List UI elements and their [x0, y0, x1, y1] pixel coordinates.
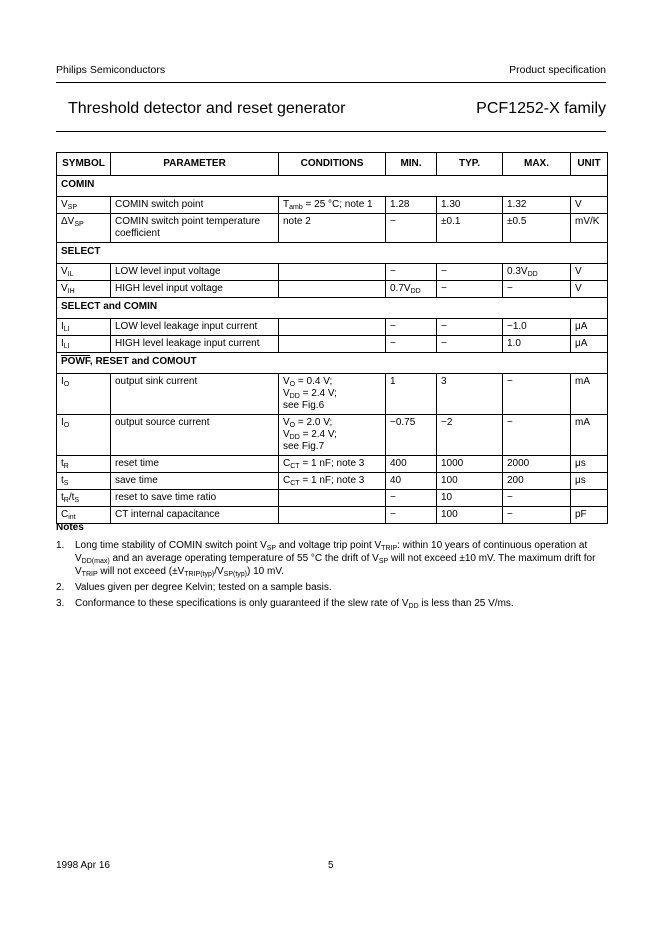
- note-2: 2. Values given per degree Kelvin; tested on a sample basis.: [56, 582, 332, 593]
- conditions-cell: [279, 264, 386, 281]
- symbol-cell: $I_{LI}$: [57, 336, 111, 353]
- min-cell: −: [386, 214, 437, 243]
- max-cell: −1.0: [503, 319, 571, 336]
- table-row: [57, 214, 608, 243]
- table-row: [57, 507, 608, 524]
- symbol-cell: $C_{int}$: [57, 507, 111, 524]
- conditions-cell: [279, 281, 386, 298]
- parameter-cell: CT internal capacitance: [111, 507, 279, 524]
- symbol-cell: $t_R$: [57, 456, 111, 473]
- min-cell: 400: [386, 456, 437, 473]
- typ-cell: 1.30: [437, 197, 503, 214]
- typ-cell: −2: [437, 415, 503, 456]
- unit-cell: mV/K: [571, 214, 608, 243]
- symbol-cell: $V_{SP}$: [57, 197, 111, 214]
- typ-cell: 100: [437, 507, 503, 524]
- section-comin: COMIN: [57, 176, 608, 197]
- document-type: Product specification: [509, 64, 606, 76]
- notes-section: [56, 522, 608, 613]
- symbol-cell: $I_O$: [57, 415, 111, 456]
- min-cell: 1: [386, 374, 437, 415]
- symbol-cell: $\Delta V_{SP}$: [57, 214, 111, 243]
- typ-cell: −: [437, 319, 503, 336]
- col-max: MAX.: [503, 153, 571, 176]
- table-row: [57, 319, 608, 336]
- col-conditions: CONDITIONS: [279, 153, 386, 176]
- table-row: [57, 197, 608, 214]
- table-row: [57, 415, 608, 456]
- typ-cell: 10: [437, 490, 503, 507]
- parameter-cell: LOW level leakage input current: [111, 319, 279, 336]
- conditions-cell: $C_{CT} = 1$ nF; note 3: [279, 473, 386, 490]
- max-cell: −: [503, 374, 571, 415]
- page-number: 5: [328, 860, 334, 871]
- symbol-cell: $t_R/t_S$: [57, 490, 111, 507]
- symbol-cell: $I_{LI}$: [57, 319, 111, 336]
- max-cell: 1.0: [503, 336, 571, 353]
- symbol-cell: $V_{IH}$: [57, 281, 111, 298]
- section-powf-reset-comout: POWF, RESET and COMOUT: [57, 353, 608, 374]
- unit-cell: μs: [571, 473, 608, 490]
- unit-cell: pF: [571, 507, 608, 524]
- conditions-cell: [279, 319, 386, 336]
- min-cell: 40: [386, 473, 437, 490]
- col-min: MIN.: [386, 153, 437, 176]
- table-row: [57, 473, 608, 490]
- parameter-cell: reset time: [111, 456, 279, 473]
- typ-cell: −: [437, 281, 503, 298]
- symbol-cell: $V_{IL}$: [57, 264, 111, 281]
- unit-cell: μs: [571, 456, 608, 473]
- col-unit: UNIT: [571, 153, 608, 176]
- max-cell: −: [503, 415, 571, 456]
- title-rule: [56, 131, 606, 132]
- conditions-cell: $V_O = 2.0$ V; $V_{DD} = 2.4$ V; see Fig.7: [279, 415, 386, 456]
- max-cell: ±0.5: [503, 214, 571, 243]
- table-row: [57, 336, 608, 353]
- table-row: [57, 490, 608, 507]
- max-cell: −: [503, 507, 571, 524]
- unit-cell: V: [571, 281, 608, 298]
- parameter-cell: HIGH level input voltage: [111, 281, 279, 298]
- parameter-cell: COMIN switch point temperature coefficient: [111, 214, 279, 243]
- min-cell: 1.28: [386, 197, 437, 214]
- min-cell: $0.7V_{DD}$: [386, 281, 437, 298]
- parameter-cell: LOW level input voltage: [111, 264, 279, 281]
- footer-date: 1998 Apr 16: [56, 860, 110, 871]
- max-cell: −: [503, 490, 571, 507]
- section-select: SELECT: [57, 243, 608, 264]
- min-cell: −0.75: [386, 415, 437, 456]
- symbol-cell: $t_S$: [57, 473, 111, 490]
- symbol-cell: $I_O$: [57, 374, 111, 415]
- conditions-cell: $V_O = 0.4$ V; $V_{DD} = 2.4$ V; see Fig.6: [279, 374, 386, 415]
- typ-cell: ±0.1: [437, 214, 503, 243]
- min-cell: −: [386, 490, 437, 507]
- product-family: PCF1252-X family: [476, 100, 606, 117]
- max-cell: −: [503, 281, 571, 298]
- table-row: [57, 264, 608, 281]
- col-symbol: SYMBOL: [57, 153, 111, 176]
- min-cell: −: [386, 336, 437, 353]
- table-row: [57, 456, 608, 473]
- max-cell: 2000: [503, 456, 571, 473]
- parameter-cell: COMIN switch point: [111, 197, 279, 214]
- parameter-cell: output sink current: [111, 374, 279, 415]
- parameter-cell: HIGH level leakage input current: [111, 336, 279, 353]
- conditions-cell: [279, 507, 386, 524]
- unit-cell: μA: [571, 336, 608, 353]
- table-row: [57, 281, 608, 298]
- parameter-cell: reset to save time ratio: [111, 490, 279, 507]
- conditions-cell: $T_{amb} = 25$ °C; note 1: [279, 197, 386, 214]
- max-cell: 1.32: [503, 197, 571, 214]
- conditions-cell: $C_{CT} = 1$ nF; note 3: [279, 456, 386, 473]
- unit-cell: μA: [571, 319, 608, 336]
- col-parameter: PARAMETER: [111, 153, 279, 176]
- typ-cell: 100: [437, 473, 503, 490]
- min-cell: −: [386, 507, 437, 524]
- max-cell: 200: [503, 473, 571, 490]
- note-1: 1. Long time stability of COMIN switch point $V_{SP}$ and voltage trip point $V_{TRIP}$: within 10 years of continuous operation at $V_{DD(max)}$ and an average operating temperature of 55 °C the drift of $V_{SP}$ will not exceed ±10 mV. The maximum drift for $V_{TRIP}$ will not exceed $(\pm V_{TRIP(typ)}/V_{SP(typ)})$ 10 mV.: [56, 540, 596, 578]
- typ-cell: −: [437, 336, 503, 353]
- section-select-comin: SELECT and COMIN: [57, 298, 608, 319]
- note-3: 3. Conformance to these specifications is only guaranteed if the slew rate of $V_{DD}$ is less than 25 V/ms.: [56, 598, 514, 610]
- parameter-cell: output source current: [111, 415, 279, 456]
- notes-heading: Notes: [56, 522, 84, 533]
- parameter-cell: save time: [111, 473, 279, 490]
- conditions-cell: note 2: [279, 214, 386, 243]
- unit-cell: V: [571, 264, 608, 281]
- unit-cell: [571, 490, 608, 507]
- min-cell: −: [386, 319, 437, 336]
- typ-cell: 3: [437, 374, 503, 415]
- conditions-cell: [279, 336, 386, 353]
- company-name: Philips Semiconductors: [56, 64, 166, 76]
- table-header-row: [57, 153, 608, 176]
- col-typ: TYP.: [437, 153, 503, 176]
- min-cell: −: [386, 264, 437, 281]
- unit-cell: mA: [571, 415, 608, 456]
- typ-cell: 1000: [437, 456, 503, 473]
- unit-cell: mA: [571, 374, 608, 415]
- conditions-cell: [279, 490, 386, 507]
- header-rule: [56, 82, 606, 83]
- max-cell: $0.3V_{DD}$: [503, 264, 571, 281]
- table-row: [57, 374, 608, 415]
- unit-cell: V: [571, 197, 608, 214]
- document-title: Threshold detector and reset generator: [68, 100, 346, 117]
- typ-cell: −: [437, 264, 503, 281]
- spec-table: [56, 152, 608, 524]
